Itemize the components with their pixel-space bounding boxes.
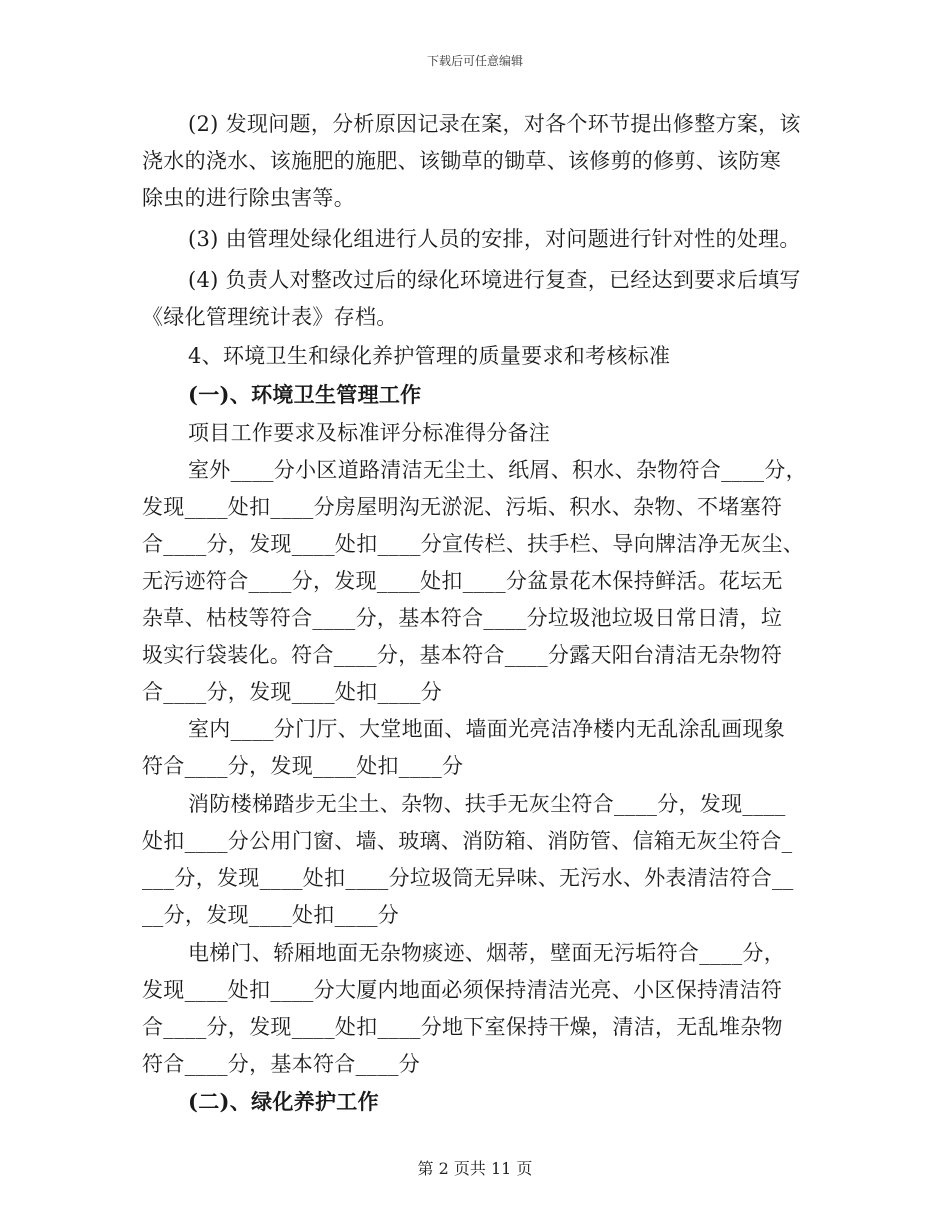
paragraph-line: __分，发现____处扣____分 [142,903,400,927]
paragraph-line: 合____分，发现____处扣____分宣传栏、扶手栏、导向牌洁净无灰尘、 [142,532,805,556]
paragraph-line: 杂草、枯枝等符合____分，基本符合____分垃圾池垃圾日常日清，垃 [142,606,783,630]
section-heading: 4、环境卫生和绿化养护管理的质量要求和考核标准 [188,344,671,368]
paragraph-line: 无污迹符合____分，发现____处扣____分盆景花木保持鲜活。花坛无 [142,569,783,593]
paragraph-line: 《绿化管理统计表》存档。 [142,305,398,329]
paragraph-line: 室内____分门厅、大堂地面、墙面光亮洁净楼内无乱涂乱画现象 [188,717,785,741]
paragraph-line: 合____分，发现____处扣____分地下室保持干燥，清洁，无乱堆杂物 [142,1015,783,1039]
subsection-heading: (一)、环境卫生管理工作 [188,382,422,407]
paragraph-line: 符合____分，发现____处扣____分 [142,754,464,778]
paragraph-line: 符合____分，基本符合____分 [142,1052,421,1076]
page-footer: 第 2 页共 11 页 [417,1159,533,1178]
paragraph-line: (3) 由管理处绿化组进行人员的安排，对问题进行针对性的处理。 [188,227,801,251]
paragraph-line: 电梯门、轿厢地面无杂物痰迹、烟蒂，壁面无污垢符合____分， [188,941,785,965]
paragraph-line: 合____分，发现____处扣____分 [142,680,442,704]
paragraph-line: 处扣____分公用门窗、墙、玻璃、消防箱、消防管、信箱无灰尘符合_ [142,829,793,853]
paragraph-line: (4) 负责人对整改过后的绿化环境进行复查，已经达到要求后填写 [188,268,801,292]
page-header: 下载后可任意编辑 [426,54,523,68]
paragraph-line: 除虫的进行除虫害等。 [142,186,355,210]
paragraph-line: 发现____处扣____分房屋明沟无淤泥、污垢、积水、杂物、不堵塞符 [142,495,783,519]
paragraph-line: 消防楼梯踏步无尘土、杂物、扶手无灰尘符合____分，发现____ [188,792,786,816]
paragraph-line: ___分，发现____处扣____分垃圾筒无异味、无污水、外表清洁符合__ [142,866,794,890]
paragraph-line: 圾实行袋装化。符合____分，基本符合____分露天阳台清洁无杂物符 [142,643,783,667]
paragraph-line: 项目工作要求及标准评分标准得分备注 [188,421,551,445]
paragraph-line: 发现____处扣____分大厦内地面必须保持清洁光亮、小区保持清洁符 [142,978,783,1002]
subsection-heading: (二)、绿化养护工作 [188,1089,379,1114]
paragraph-line: 室外____分小区道路清洁无尘土、纸屑、积水、杂物符合____分， [188,458,807,482]
paragraph-line: (2) 发现问题，分析原因记录在案，对各个环节提出修整方案，该 [188,112,801,136]
paragraph-line: 浇水的浇水、该施肥的施肥、该锄草的锄草、该修剪的修剪、该防寒 [142,149,781,173]
